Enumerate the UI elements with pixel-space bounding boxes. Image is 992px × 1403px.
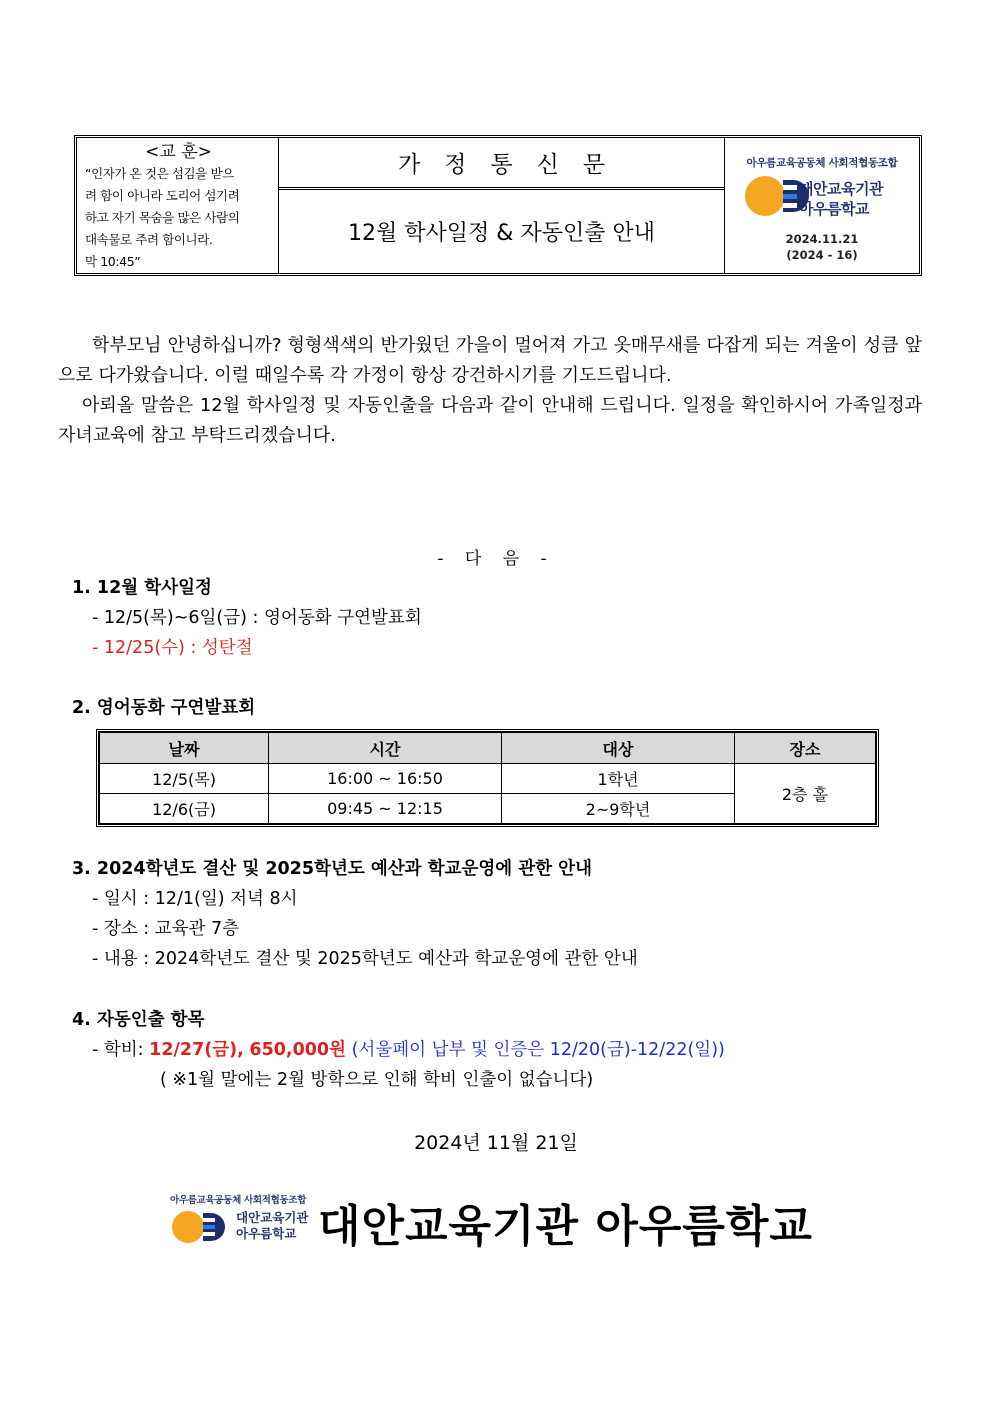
intro-paragraph-2: 아뢰올 말씀은 12월 학사일정 및 자동인출을 다음과 같이 안내해 드립니다. 일정을 확인하시어 가족일정과 자녀교육에 참고 부탁드리겠습니다. bbox=[58, 395, 922, 446]
section-3-item-1: - 일시 : 12/1(일) 저녁 8시 bbox=[92, 889, 298, 909]
cell-target: 2~9학년 bbox=[502, 794, 735, 824]
tuition-label: - 학비: bbox=[92, 1040, 150, 1060]
motto-box bbox=[77, 138, 279, 273]
org-name-1: 대안교육기관 bbox=[799, 180, 883, 198]
tuition-note: (서울페이 납부 및 인증은 12/20(금)-12/22(일)) bbox=[351, 1040, 725, 1060]
document-subtitle: 12월 학사일정 & 자동인출 안내 bbox=[348, 221, 655, 246]
tuition-amount: 650,000원 bbox=[249, 1040, 347, 1060]
schedule-table bbox=[96, 729, 879, 827]
coop-name: 아우름교육공동체 사회적협동조합 bbox=[746, 157, 898, 169]
issue-date-box bbox=[725, 231, 919, 263]
intro-text bbox=[58, 331, 922, 451]
issue-date: 2024.11.21 bbox=[785, 232, 859, 246]
section-1-item-2 bbox=[92, 634, 253, 659]
christmas-text: 12/25(수) : 성탄절 bbox=[103, 638, 253, 658]
col-header-time: 시간 bbox=[269, 733, 502, 764]
cell-time: 09:45 ~ 12:15 bbox=[269, 794, 502, 824]
document-title: 가정통신문 bbox=[279, 138, 724, 190]
col-header-place: 장소 bbox=[735, 733, 876, 764]
notice-divider: - 다 음 - bbox=[437, 549, 555, 569]
cell-target: 1학년 bbox=[502, 764, 735, 794]
footer-org-name-1: 대안교육기관 bbox=[236, 1210, 309, 1225]
cell-date: 12/5(목) bbox=[100, 764, 269, 794]
motto-line: “인자가 온 것은 섬김을 받으 bbox=[85, 166, 234, 181]
section-1-title: 1. 12월 학사일정 bbox=[72, 578, 212, 598]
motto-title: <교 훈> bbox=[145, 142, 212, 162]
cell-time: 16:00 ~ 16:50 bbox=[269, 764, 502, 794]
section-2-title: 2. 영어동화 구연발표회 bbox=[72, 698, 256, 718]
section-3-item-2: - 장소 : 교육관 7층 bbox=[92, 919, 240, 939]
issue-number: (2024 - 16) bbox=[786, 248, 858, 262]
motto-line: 려 함이 아니라 도리어 섬기려 bbox=[85, 188, 240, 203]
table-row bbox=[100, 764, 876, 794]
col-header-date: 날짜 bbox=[100, 733, 269, 764]
bullet-dash: - bbox=[92, 638, 104, 658]
document-date: 2024년 11월 21일 bbox=[414, 1132, 578, 1154]
table-header-row bbox=[100, 733, 876, 764]
section-3-title: 3. 2024학년도 결산 및 2025학년도 예산과 학교운영에 관한 안내 bbox=[72, 859, 592, 879]
section-4-item-1 bbox=[92, 1036, 725, 1061]
motto-line: 하고 자기 목숨을 많은 사람의 bbox=[85, 210, 240, 225]
footer-coop-name: 아우름교육공동체 사회적협동조합 bbox=[170, 1195, 307, 1206]
cell-place: 2층 홀 bbox=[735, 764, 876, 824]
intro-paragraph-1: 학부모님 안녕하십니까? 형형색색의 반가웠던 가을이 멀어져 가고 옷매무새를 다잡게 되는 겨울이 성큼 앞으로 다가왔습니다. 이럴 때일수록 각 가정이 항상 강건하시기를 기도드립니다. bbox=[58, 335, 922, 386]
col-header-target: 대상 bbox=[502, 733, 735, 764]
section-4-note: ( ※1월 말에는 2월 방학으로 인해 학비 인출이 없습니다) bbox=[160, 1070, 594, 1090]
school-logo-box bbox=[724, 138, 919, 273]
motto-line: 막 10:45” bbox=[85, 254, 141, 269]
header-box bbox=[74, 135, 922, 276]
footer-school-name: 대안교육기관 아우름학교 bbox=[318, 1201, 813, 1252]
section-1-item-1: - 12/5(목)~6일(금) : 영어동화 구연발표회 bbox=[92, 608, 422, 628]
title-box bbox=[279, 138, 724, 273]
cell-date: 12/6(금) bbox=[100, 794, 269, 824]
section-3-item-3: - 내용 : 2024학년도 결산 및 2025학년도 예산과 학교운영에 관한 안내 bbox=[92, 949, 638, 969]
tuition-date: 12/27(금), bbox=[149, 1040, 244, 1060]
motto-line: 대속물로 주려 함이니라. bbox=[85, 232, 213, 247]
section-4-title: 4. 자동인출 항목 bbox=[72, 1010, 205, 1030]
footer-org-name-2: 아우름학교 bbox=[236, 1226, 297, 1241]
org-name-2: 아우름학교 bbox=[799, 200, 869, 218]
